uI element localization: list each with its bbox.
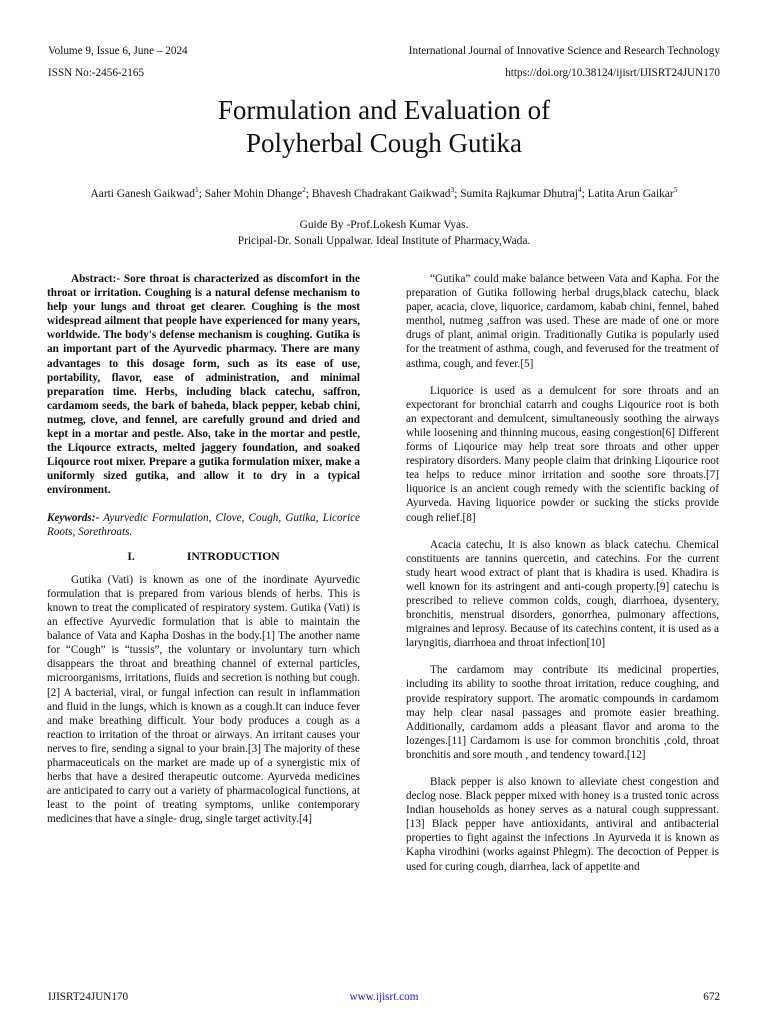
keywords [47, 511, 360, 539]
author-affiliation: 5 [673, 185, 678, 195]
volume-info: Volume 9, Issue 6, June – 2024 [48, 45, 188, 57]
paper-id: IJISRT24JUN170 [48, 991, 129, 1003]
keywords-text: Ayurvedic Formulation, Clove, Cough, Gutika, Licorice Roots, Sorethroats. [47, 511, 360, 538]
guide-block [40, 217, 728, 249]
keywords-label: Keywords:- [47, 511, 100, 524]
author-name: Aarti Ganesh Gaikwad [90, 188, 195, 200]
paragraph: The cardamom may contribute its medicinal properties, including its ability to soothe throat irritation, reduce coughing, and provide respiratory support. The aromatic compounds in cardamom may help clear nasal passages and promote easier breathing. Additionally, cardamom adds a pleasant flavor and aroma to the lozenges.[11] Cardamom is use for common bronchitis ,cold, throat bronchitis and sore mouth , and tendency toward.[12] [406, 664, 719, 761]
abstract: Abstract:- Sore throat is characterized as discomfort in the throat or irritation. Coughing is a natural defense mechanism to help your lungs and throat get clearer. Coughing is the most widespread ailment that people have experienced for many years, worldwide. The body's defense mechanism is coughing. Gutika is an important part of the Ayurvedic pharmacy. There are many advantages to this dosage form, such as its ease of use, portability, flavor, ease of administration, and minimal preparation time. Herbs, including black catechu, saffron, cardamom seeds, the bark of baheda, black pepper, kebab chini, nutmeg, clove, and fennel, are carefully ground and dried and kept in a mortar and pestle. Also, take in the mortar and pestle, the Liqource extracts, melted jaggery foundation, and soaked Liqource root mixer. Prepare a gutika formulation mixer, make a uniformly sized gutika, and allow it to dry in a typical environment. [47, 273, 360, 497]
section-heading [47, 550, 360, 564]
journal-website-link[interactable]: www.ijisrt.com [349, 991, 419, 1003]
author-name: Latita Arun Gaikar [587, 188, 674, 200]
doi-link[interactable]: https://doi.org/10.38124/ijisrt/IJISRT24JUN170 [505, 67, 720, 79]
intro-paragraph: Gutika (Vati) is known as one of the inordinate Ayurvedic formulation that is prepared from various blends of herbs. This is known to treat the complicated of respiratory system. Gutika (Vati) is an effective Ayurvedic formulation that is able to maintain the balance of Vata and Kapha Doshas in the body.[1] The another name for “Cough” is “tussis”, the voluntary or involuntary turn which disappears the throat and breathing channel of external particles, microorganisms, irritations, fluids and secretion is nothing but cough.[2] A bacterial, viral, or fungal infection can result in inflammation and fluid in the lungs, which is known as a cough.It can induce fever and make breathing difficult. Your body produces a cough as a reaction to irritation of the throat or airways. An irritant causes your nerves to fire, sending a signal to your brain.[3] The majority of these pharmaceuticals on the market are made up of a synergistic mix of herbs that have a desired therapeutic outcome. Ayurveda medicines are anticipated to carry out a variety of pharmacological functions, at least to the point of treating symptoms, unlike contemporary medicines that have a single- drug, single target activity.[4] [47, 573, 360, 826]
author-affiliation: 3 [450, 185, 455, 195]
right-column [406, 272, 719, 887]
journal-name: International Journal of Innovative Science and Research Technology [408, 45, 720, 57]
page-number: 672 [703, 991, 720, 1003]
paragraph: “Gutika” could make balance between Vata and Kapha. For the preparation of Gutika following herbal drugs,black catechu, black paper, acacia, clove, liquorice, cardamom, kabab chini, fennel, bahed menthol, nutmeg ,saffron was used. These are made of one or more drugs of plant, animal origin. Traditionally Gutika is popularly used for the treatment of asthma, cough, and feverused for the treatment of asthma, cough, and fever.[5] [406, 273, 719, 370]
author-name: Bhavesh Chadrakant Gaikwad [311, 188, 451, 200]
author-list: Aarti Ganesh Gaikwad$^1$; Saher Mohin Dhange$^2$; Bhavesh Chadrakant Gaikwad$^3$; Sumita Rajkumar Dhutraj$^4$; Latita Arun Gaikar$^5$ [90, 185, 678, 200]
author-affiliation: 2 [302, 185, 306, 195]
section-number: I. [127, 549, 135, 563]
paragraph: Liquorice is used as a demulcent for sore throats and an expectorant for bronchial catarrh and coughs Liqourice root is both an expectorant and demulcent, simultaneously soothing the airways while loosening and thinning mucous, easing congestion[6] Different forms of Liqourice may help treat sore throats and other upper respiratory disorders. Many people claim that drinking Liqourice root tea helps to reduce minor irritation and soothe sore throats.[7] liquorice is an ancient cough remedy with the scientific backing of Ayurveda. Having liquorice powder or sucking the sticks provide cough relief.[8] [406, 384, 719, 524]
author-affiliation: 4 [577, 185, 582, 195]
author-name: Sumita Rajkumar Dhutraj [460, 188, 578, 200]
issn: ISSN No:-2456-2165 [48, 67, 145, 79]
paper-title [0, 94, 768, 160]
principal-line: Pricipal-Dr. Sonali Uppalwar. Ideal Institute of Pharmacy,Wada. [237, 235, 531, 247]
title-line-1: Formulation and Evaluation of [217, 95, 551, 125]
left-column [47, 272, 360, 839]
author-affiliation: 1 [194, 185, 199, 195]
title-line-2: Polyherbal Cough Gutika [246, 128, 522, 158]
author-name: Saher Mohin Dhange [204, 188, 303, 200]
section-title: INTRODUCTION [186, 549, 280, 563]
guide-line: Guide By -Prof.Lokesh Kumar Vyas. [299, 219, 469, 231]
paragraph: Black pepper is also known to alleviate chest congestion and declog nose. Black pepper mixed with honey is a trusted tonic across Indian households as honey serves as a natural cough suppressant.[13] Black pepper have antioxidants, antiviral and antibacterial properties to fight against the infections .In Ayurveda it is known as Kapha virodhini (works against Phlegm). The decoction of Pepper is used for curing cough, diarrhea, lack of appetite and [406, 776, 719, 873]
paragraph: Acacia catechu, It is also known as black catechu. Chemical constituents are tannins quercetin, and catechins. For the current study heart wood extract of plant that is khadira is used. Khadira is well known for its astringent and anti-cough property.[9] catechu is prescribed to relieve common colds, cough, diarrhoea, dysentery, bronchitis, menstrual disorders, gonorrhea, pulmonary affections, migraines and leprosy. Because of its catechins content, it is used as a laryngitis, diarrhoea and throat infection[10] [406, 538, 719, 650]
